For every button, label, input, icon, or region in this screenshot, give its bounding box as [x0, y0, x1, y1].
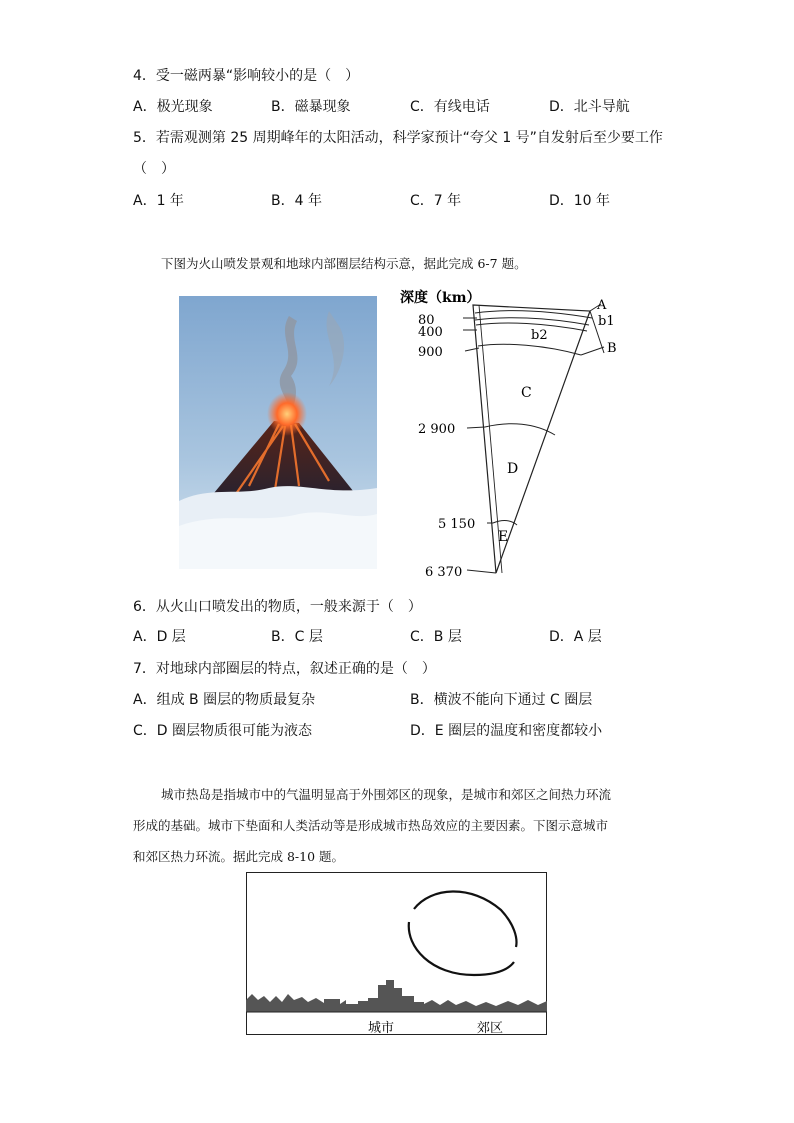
q5-option-a: A．1 年 — [133, 193, 184, 209]
q6-option-c: C．B 层 — [410, 629, 462, 645]
earth-layers-diagram — [395, 283, 635, 583]
intro-8-10-line1: 城市热岛是指城市中的气温明显高于外围郊区的现象，是城市和郊区之间热力环流 — [161, 787, 612, 802]
depth-400: 400 — [418, 325, 443, 340]
city-label: 城市 — [368, 1021, 395, 1035]
intro-6-7: 下图为火山喷发景观和地球内部圈层结构示意，据此完成 6-7 题。 — [161, 256, 527, 271]
q5-stem: 5．若需观测第 25 周期峰年的太阳活动，科学家预计“夸父 1 号”自发射后至少要工作 — [133, 130, 663, 146]
layer-d: D — [507, 461, 519, 477]
q7-option-c: C．D 圈层物质很可能为液态 — [133, 723, 313, 739]
q6-stem: 6．从火山口喷发出的物质，一般来源于（ ） — [133, 599, 422, 615]
depth-5150: 5 150 — [438, 517, 476, 532]
depth-900: 900 — [418, 345, 443, 360]
q4-option-a: A．极光现象 — [133, 99, 213, 115]
q7-option-d: D．E 圈层的温度和密度都较小 — [410, 723, 603, 739]
q7-stem: 7．对地球内部圈层的特点，叙述正确的是（ ） — [133, 661, 436, 677]
q4-option-c: C．有线电话 — [410, 99, 490, 115]
volcano-photo — [179, 296, 377, 569]
q7-option-b: B．横波不能向下通过 C 圈层 — [410, 692, 593, 708]
layer-b2: b2 — [531, 328, 548, 343]
layer-e: E — [498, 529, 509, 545]
q4-stem: 4．受一磁两暴“影响较小的是（ ） — [133, 68, 360, 84]
q5-option-d: D．10 年 — [549, 193, 611, 209]
intro-8-10-line2: 形成的基础。城市下垫面和人类活动等是形成城市热岛效应的主要因素。下图示意城市 — [133, 818, 609, 833]
layer-b1: b1 — [598, 314, 615, 329]
q6-option-d: D．A 层 — [549, 629, 602, 645]
q5-stem-cont: （ ） — [133, 161, 175, 177]
intro-8-10-line3: 和郊区热力环流。据此完成 8-10 题。 — [133, 849, 345, 864]
depth-title: 深度（km） — [400, 290, 481, 306]
depth-80: 80 — [418, 313, 435, 328]
depth-2900: 2 900 — [418, 422, 456, 437]
layer-c: C — [521, 385, 532, 401]
heat-island-diagram — [246, 872, 547, 1035]
q6-option-a: A．D 层 — [133, 629, 186, 645]
q6-option-b: B．C 层 — [271, 629, 323, 645]
q4-option-d: D．北斗导航 — [549, 99, 630, 115]
depth-6370: 6 370 — [425, 565, 463, 580]
layer-b: B — [607, 341, 617, 356]
layer-a: A — [597, 298, 607, 313]
q5-option-c: C．7 年 — [410, 193, 462, 209]
q7-option-a: A．组成 B 圈层的物质最复杂 — [133, 692, 316, 708]
suburb-label: 郊区 — [477, 1021, 504, 1035]
q4-option-b: B．磁暴现象 — [271, 99, 351, 115]
q5-option-b: B．4 年 — [271, 193, 322, 209]
